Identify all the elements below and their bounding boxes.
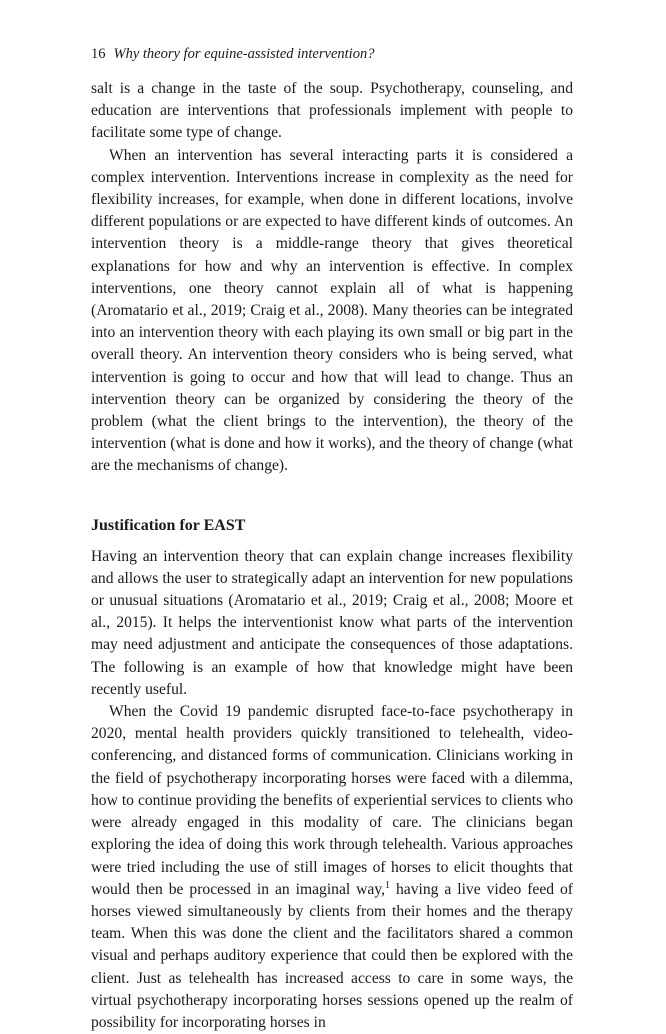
body-paragraph: [91, 701, 573, 1034]
section-heading: Justification for EAST: [91, 516, 246, 534]
page-number: 16: [91, 46, 106, 62]
body-paragraph: salt is a change in the taste of the soup. Psychotherapy, counseling, and education are interventions that professionals implement with people to facilitate some type of change.: [91, 80, 573, 142]
paragraph-text: When the Covid 19 pandemic disrupted face-to-face psychotherapy in 2020, mental health providers quickly transitioned to telehealth, videoconferencing, and distanced forms of communication. Clinicians working in the field of psychotherapy incorporating horses were faced with a dilemma, how to continue providing the benefits of experiential services to clients who were already engaged in this modality of care. The clinicians began exploring the idea of doing this work through telehealth. Various approaches were tried including the use of still images of horses to elicit thoughts that would then be processed in an imaginal way,: [91, 703, 573, 898]
footnote-marker[interactable]: 1: [385, 879, 391, 891]
body-paragraph: When an intervention has several interacting parts it is considered a complex intervention. Interventions increase in complexity as the need for flexibility increases, for example, when done in different locations, involve different populations or are expected to have different kinds of outcomes. An intervention theory is a middle-range theory that gives theoretical explanations for how and why an intervention is effective. In complex interventions, one theory cannot explain all of what is happening (Aromatario et al., 2019; Craig et al., 2008). Many theories can be integrated into an intervention theory with each playing its own small or big part in the overall theory. An intervention theory considers who is being served, what intervention is going to occur and how that will lead to change. Thus an intervention theory can be organized by considering the theory of the problem (what the client brings to the intervention), the theory of the intervention (what is done and how it works), and the theory of change (what are the mechanisms of change).: [91, 146, 573, 475]
running-title: Why theory for equine-assisted intervention?: [113, 46, 375, 62]
running-header: [91, 44, 573, 64]
paragraph-text: having a live video feed of horses viewed simultaneously by clients from their homes and the therapy team. When this was done the client and the facilitators shared a common visual and perhaps auditory experience that could then be explored with the client. Just as telehealth has increased access to care in some ways, the virtual psychotherapy incorporating horses sessions opened up the realm of possibility for incorporating horses in: [91, 880, 573, 1031]
book-page: [91, 44, 573, 1034]
body-paragraph: Having an intervention theory that can explain change increases flexibility and allows the user to strategically adapt an intervention for new populations or unusual situations (Aromatario et al., 2019; Craig et al., 2008; Moore et al., 2015). It helps the interventionist know what parts of the intervention may need adjustment and anticipate the consequences of those adaptations. The following is an example of how that knowledge might have been recently useful.: [91, 547, 573, 698]
